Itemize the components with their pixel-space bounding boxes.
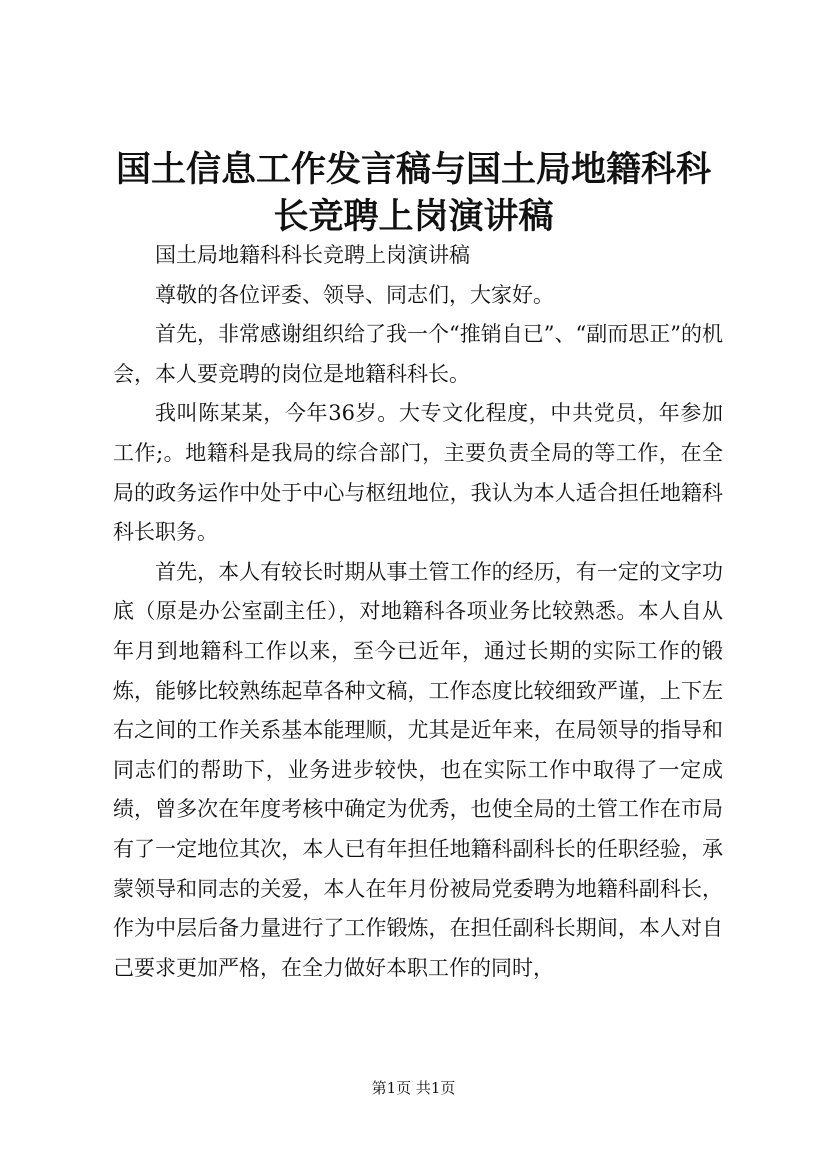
document-title: 国土信息工作发言稿与国土局地籍科科长竞聘上岗演讲稿 <box>115 149 711 237</box>
paragraph-subtitle: 国土局地籍科科长竞聘上岗演讲稿 <box>155 243 470 267</box>
paragraph-experience: 首先，本人有较长时期从事土管工作的经历，有一定的文字功底（原是办公室副主任），对地籍科各项业务比较熟悉。本人自从年月到地籍科工作以来，至今已近年，通过长期的实际工作的锻炼，能够比较熟练起草各种文稿，工作态度比较细致严谨，上下左右之间的工作关系基本能理顺，尤其是近年来，在局领导的指导和同志们的帮助下，业务进步较快，也在实际工作中取得了一定成绩，曾多次在年度考核中确定为优秀，也使全局的土管工作在市局有了一定地位其次，本人已有年担任地籍科副科长的任职经验，承蒙领导和同志的关爱，本人在年月份被局党委聘为地籍科副科长，作为中层后备力量进行了工作锻炼，在担任副科长期间，本人对自己要求更加严格，在全力做好本职工作的同时， <box>113 559 723 980</box>
paragraph-self-introduction: 我叫陈某某，今年36岁。大专文化程度，中共党员，年参加工作;。地籍科是我局的综合部门，主要负责全局的等工作，在全局的政务运作中处于中心与枢纽地位，我认为本人适合担任地籍科科长职务。 <box>113 401 723 545</box>
document-body <box>113 236 723 988</box>
page-number-footer: 第1页 共1页 <box>371 1079 456 1097</box>
paragraph-intro: 首先，非常感谢组织给了我一个“推销自已”、“副而思正”的机会，本人要竞聘的岗位是地籍科科长。 <box>113 322 723 386</box>
paragraph-greeting: 尊敬的各位评委、领导、同志们，大家好。 <box>155 282 554 307</box>
